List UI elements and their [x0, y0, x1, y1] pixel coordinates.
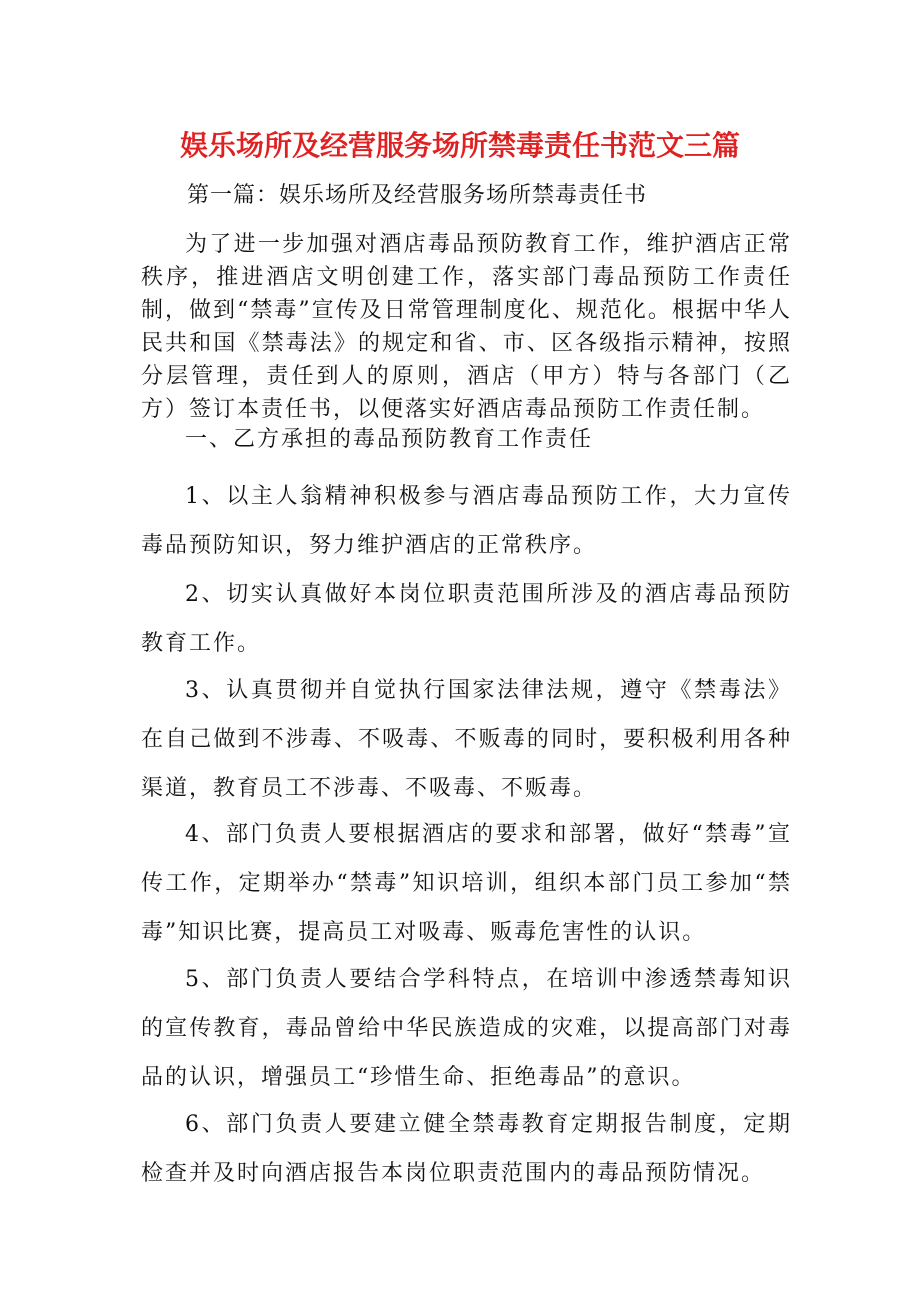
clause-4: 4、部门负责人要根据酒店的要求和部署，做好“禁毒”宣传工作，定期举办“禁毒”知识培训，组织本部门员工参加“禁毒”知识比赛，提高员工对吸毒、贩毒危害性的认识。	[141, 822, 792, 945]
clause-3: 3、认真贯彻并自觉执行国家法律法规，遵守《禁毒法》在自己做到不涉毒、不吸毒、不贩毒的同时，要积极利用各种渠道，教育员工不涉毒、不吸毒、不贩毒。	[141, 678, 792, 801]
clause-1: 1、以主人翁精神积极参与酒店毒品预防工作，大力宣传毒品预防知识，努力维护酒店的正常秩序。	[141, 484, 792, 558]
intro-paragraph: 为了进一步加强对酒店毒品预防教育工作，维护酒店正常秩序，推进酒店文明创建工作，落实部门毒品预防工作责任制，做到“禁毒”宣传及日常管理制度化、规范化。根据中华人民共和国《禁毒法》的规定和省、市、区各级指示精神，按照分层管理，责任到人的原则，酒店（甲方）特与各部门（乙方）签订本责任书，以便落实好酒店毒品预防工作责任制。	[141, 232, 792, 422]
clause-6: 6、部门负责人要建立健全禁毒教育定期报告制度，定期检查并及时向酒店报告本岗位职责范围内的毒品预防情况。	[141, 1112, 792, 1186]
clause-5: 5、部门负责人要结合学科特点，在培训中渗透禁毒知识的宣传教育，毒品曾给中华民族造成的灾难，以提高部门对毒品的认识，增强员工“珍惜生命、拒绝毒品”的意识。	[141, 967, 792, 1090]
section-heading-1: 一、乙方承担的毒品预防教育工作责任	[185, 427, 594, 452]
section-subtitle: 第一篇：娱乐场所及经营服务场所禁毒责任书	[187, 183, 648, 208]
document-title: 娱乐场所及经营服务场所禁毒责任书范文三篇	[179, 129, 740, 162]
clause-2: 2、切实认真做好本岗位职责范围所涉及的酒店毒品预防教育工作。	[141, 582, 792, 656]
